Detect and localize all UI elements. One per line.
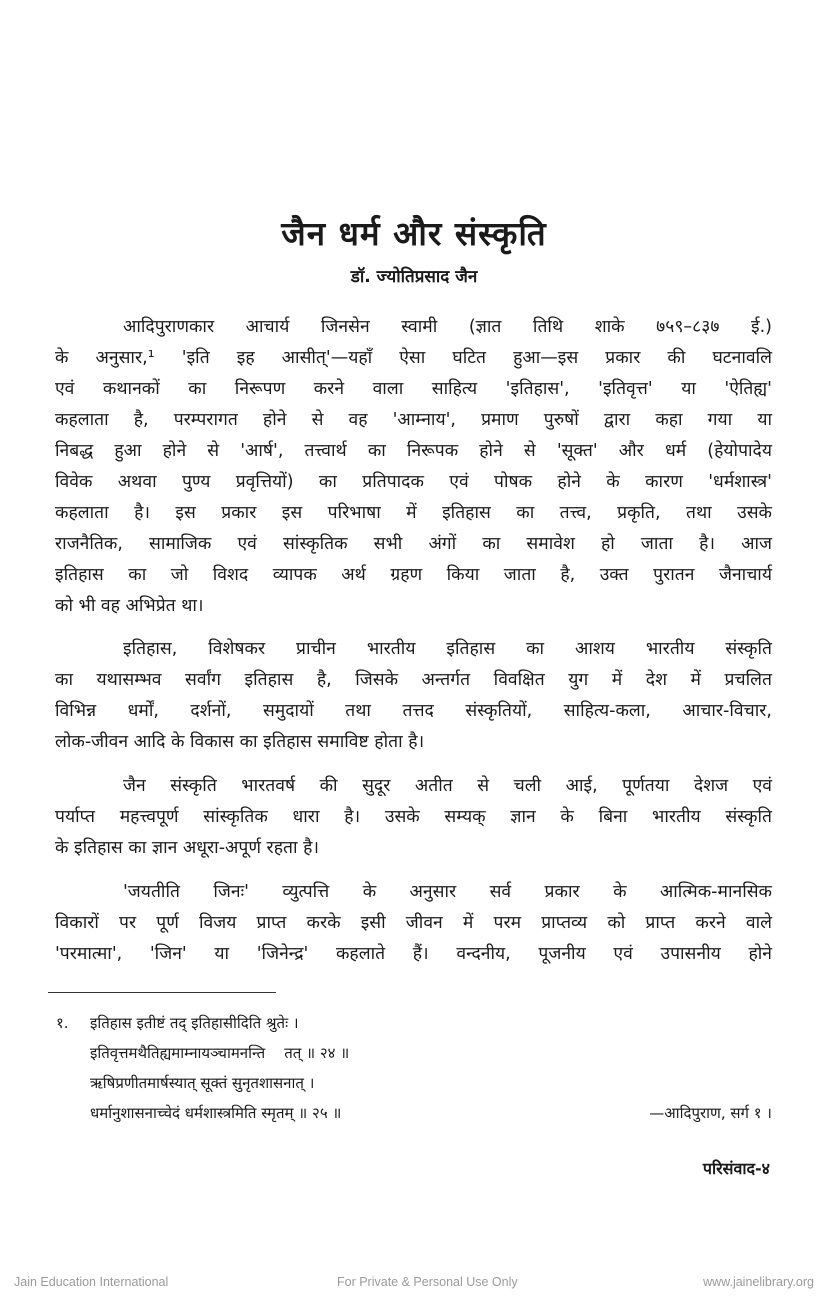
text-line: विभिन्न धर्मों, दर्शनों, समुदायों तथा तत्तद संस्कृतियों, साहित्य-कला, आचार-विचार,	[55, 701, 772, 721]
text-line: पर्याप्त महत्त्वपूर्ण सांस्कृतिक धारा है। उसके सम्यक् ज्ञान के बिना भारतीय संस्कृति	[55, 807, 772, 827]
footnote-source: —आदिपुराण, सर्ग १ ।	[649, 1104, 772, 1122]
text-line: आदिपुराणकार आचार्य जिनसेन स्वामी (ज्ञात तिथि शाके ७५९–८३७ ई.)	[123, 317, 772, 337]
footnote-line: धर्मानुशासनाच्चेदं धर्मशास्त्रमिति स्मृतम् ॥ २५ ॥	[90, 1104, 342, 1122]
text-line: के इतिहास का ज्ञान अधूरा-अपूर्ण रहता है।	[55, 838, 319, 858]
text-line: के अनुसार,¹ 'इति इह आसीत्'—यहाँ ऐसा घटित हुआ—इस प्रकार की घटनावलि	[55, 348, 772, 368]
footnote-line: इतिहास इतीष्टं तद् इतिहासीदिति श्रुतेः ।	[90, 1014, 299, 1032]
text-line: विवेक अथवा पुण्य प्रवृत्तियों) का प्रतिपादक एवं पोषक होने के कारण 'धर्मशास्त्र'	[55, 472, 772, 492]
text-line: जैन संस्कृति भारतवर्ष की सुदूर अतीत से चली आई, पूर्णतया देशज एवं	[123, 776, 772, 796]
text-line: 'जयतीति जिनः' व्युत्पत्ति के अनुसार सर्व प्रकार के आत्मिक-मानसिक	[123, 882, 772, 902]
text-line: राजनैतिक, सामाजिक एवं सांस्कृतिक सभी अंगों का समावेश हो जाता है। आज	[55, 534, 772, 554]
article-title: जैन धर्म और संस्कृति	[281, 214, 547, 253]
text-line: कहलाता है। इस प्रकार इस परिभाषा में इतिहास का तत्त्व, प्रकृति, तथा उसके	[55, 503, 772, 523]
article-author: डॉ. ज्योतिप्रसाद जैन	[350, 267, 478, 287]
footer-usage-notice: For Private & Personal Use Only	[337, 1275, 518, 1289]
text-line: निबद्ध हुआ होने से 'आर्ष', तत्त्वार्थ का निरूपक होने से 'सूक्त' और धर्म (हेयोपादेय	[55, 441, 772, 461]
text-line: एवं कथानकों का निरूपण करने वाला साहित्य 'इतिहास', 'इतिवृत्त' या 'ऐतिह्य'	[55, 379, 772, 399]
text-line: 'परमात्मा', 'जिन' या 'जिनेन्द्र' कहलाते हैं। वन्दनीय, पूजनीय एवं उपासनीय होने	[55, 944, 772, 964]
text-line: का यथासम्भव सर्वांग इतिहास है, जिसके अन्तर्गत विवक्षित युग में देश में प्रचलित	[55, 670, 772, 690]
text-line: विकारों पर पूर्ण विजय प्राप्त करके इसी जीवन में परम प्राप्तव्य को प्राप्त करने वाले	[55, 913, 772, 933]
page-marker: परिसंवाद-४	[702, 1159, 770, 1178]
footer-publisher: Jain Education International	[14, 1275, 169, 1289]
footnote-line: इतिवृत्तमथैतिह्यमाम्नायञ्चामनन्ति तत् ॥ २४ ॥	[90, 1044, 350, 1062]
text-line: लोक-जीवन आदि के विकास का इतिहास समाविष्ट होता है।	[55, 732, 425, 752]
footnote-divider	[48, 992, 276, 993]
footnote-line: ऋषिप्रणीतमार्षस्यात् सूक्तं सुनृतशासनात् ।	[90, 1074, 315, 1092]
text-line: इतिहास, विशेषकर प्राचीन भारतीय इतिहास का आशय भारतीय संस्कृति	[123, 639, 772, 659]
footer-website-link[interactable]: www.jainelibrary.org	[703, 1275, 814, 1289]
footnote-number: १.	[56, 1014, 69, 1032]
text-line: कहलाता है, परम्परागत होने से वह 'आम्नाय', प्रमाण पुरुषों द्वारा कहा गया या	[55, 410, 772, 430]
text-line: को भी वह अभिप्रेत था।	[55, 596, 204, 616]
text-line: इतिहास का जो विशद व्यापक अर्थ ग्रहण किया जाता है, उक्त पुरातन जैनाचार्य	[55, 565, 772, 585]
